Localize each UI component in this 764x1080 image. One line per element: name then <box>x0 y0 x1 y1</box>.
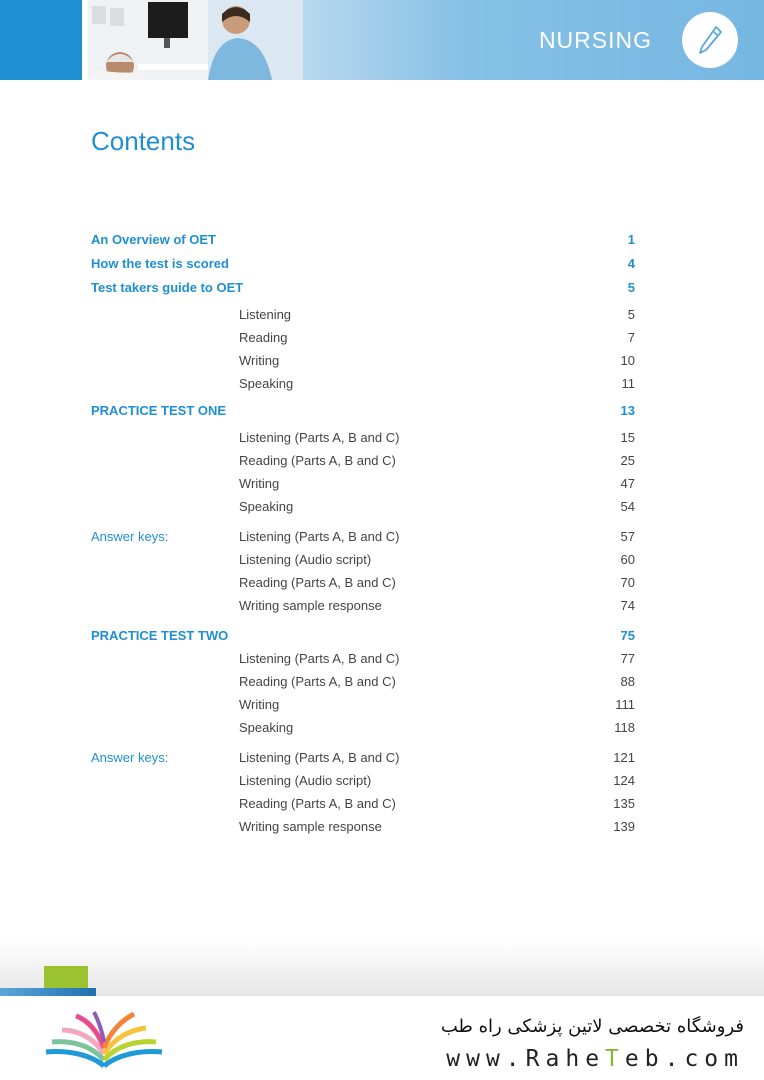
toc-keys-two-item-label: Writing sample response <box>239 819 382 834</box>
footer-url <box>446 1046 744 1072</box>
toc-keys-one-item-label: Writing sample response <box>239 598 382 613</box>
toc-overview-label: An Overview of OET <box>91 232 216 247</box>
toc-test-two-item-page: 88 <box>620 674 635 689</box>
toc-test-two-item-page: 118 <box>614 720 635 735</box>
toc-guide-item-page: 10 <box>620 353 635 368</box>
header-photo <box>88 0 303 80</box>
toc-keys-one-item-label: Listening (Audio script) <box>239 552 372 567</box>
toc-guide-item-label: Writing <box>239 353 280 368</box>
toc-keys-two-item-page: 121 <box>613 750 635 765</box>
toc-keys-two-item-page: 124 <box>613 773 635 788</box>
toc-keys-two-item-page: 135 <box>613 796 635 811</box>
toc-guide-item-label: Listening <box>239 307 292 322</box>
footer-url-suffix: eb.com <box>624 1046 744 1072</box>
toc-keys-one-item-label: Listening (Parts A, B and C) <box>239 529 400 544</box>
toc-keys-one-item-label: Reading (Parts A, B and C) <box>239 575 396 590</box>
header-title: NURSING <box>538 27 652 53</box>
toc-keys-two-item-label: Listening (Parts A, B and C) <box>239 750 400 765</box>
header-icon-circle <box>682 12 738 68</box>
open-book-logo <box>42 1010 166 1074</box>
toc-test-two-item-page: 111 <box>615 697 635 712</box>
toc-keys-one-item-page: 57 <box>620 529 635 544</box>
toc-test-two-item-label: Speaking <box>239 720 294 735</box>
toc-test-one-item-label: Writing <box>239 476 280 491</box>
toc-test-two-item-label: Writing <box>239 697 280 712</box>
footer-blue-strip <box>0 988 96 996</box>
toc-test-two-item-label: Reading (Parts A, B and C) <box>239 674 396 689</box>
footer-url-t: T <box>605 1046 625 1072</box>
toc-guide-item-page: 5 <box>627 307 635 322</box>
toc-test-two-label: PRACTICE TEST TWO <box>91 628 229 643</box>
toc-test-one-item-page: 54 <box>620 499 635 514</box>
pen-icon <box>696 24 724 56</box>
toc-scored-label: How the test is scored <box>91 256 229 271</box>
toc-guide-item-label: Reading <box>239 330 288 345</box>
toc-test-one-item-page: 15 <box>620 430 635 445</box>
toc-answer-keys-two-label: Answer keys: <box>91 750 169 765</box>
toc-keys-two-item-label: Listening (Audio script) <box>239 773 372 788</box>
toc-guide-label: Test takers guide to OET <box>91 280 244 295</box>
footer-store-name: فروشگاه تخصصی لاتین پزشکی راه طب <box>440 1016 744 1037</box>
toc-guide-item-page: 11 <box>621 376 635 391</box>
toc-test-one-label: PRACTICE TEST ONE <box>91 403 227 418</box>
toc-test-one-item-label: Reading (Parts A, B and C) <box>239 453 396 468</box>
toc-test-one-item-page: 47 <box>620 476 635 491</box>
toc-test-one-item-page: 25 <box>620 453 635 468</box>
toc-guide-page: 5 <box>627 280 635 295</box>
footer-url-prefix: www.Rahe <box>446 1046 606 1072</box>
toc-test-one-page: 13 <box>620 403 635 418</box>
nurse-patient-photo <box>88 0 303 80</box>
toc-test-two-page: 75 <box>620 628 635 643</box>
toc-answer-keys-one-label: Answer keys: <box>91 529 169 544</box>
toc-scored-page: 4 <box>627 256 635 271</box>
footer-shadow <box>0 940 764 996</box>
toc-test-one-item-label: Listening (Parts A, B and C) <box>239 430 400 445</box>
toc-keys-two-item-label: Reading (Parts A, B and C) <box>239 796 396 811</box>
toc-keys-one-item-page: 60 <box>620 552 635 567</box>
toc-keys-one-item-page: 70 <box>620 575 635 590</box>
page-title: Contents <box>91 126 196 156</box>
toc-guide-item-label: Speaking <box>239 376 294 391</box>
toc-test-one-item-label: Speaking <box>239 499 294 514</box>
toc-keys-one-item-page: 74 <box>620 598 635 613</box>
toc-guide-item-page: 7 <box>627 330 635 345</box>
toc-overview-page: 1 <box>627 232 635 247</box>
toc-keys-two-item-page: 139 <box>613 819 635 834</box>
toc-test-two-item-page: 77 <box>620 651 635 666</box>
header-blue-block <box>0 0 82 80</box>
toc-test-two-item-label: Listening (Parts A, B and C) <box>239 651 400 666</box>
